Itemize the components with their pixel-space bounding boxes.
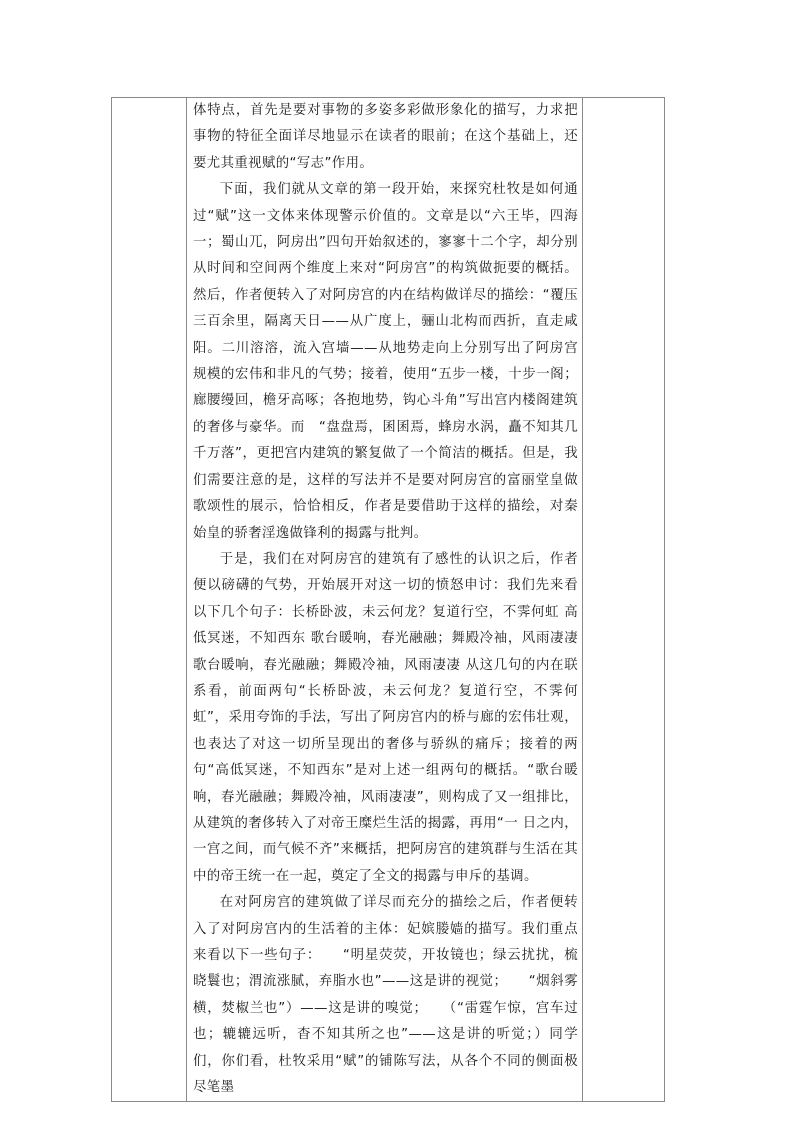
paragraph-1: 体特点，首先是要对事物的多姿多彩做形象化的描写，力求把事物的特征全面详尽地显示在读者的眼前；在这个基础上，还要尤其重视赋的“写志”作用。 (193, 103, 578, 171)
left-column-cell (112, 98, 187, 1102)
document-table (111, 97, 665, 1102)
right-column-cell (583, 98, 665, 1102)
essay-text-cell (187, 98, 583, 1102)
paragraph-2: 下面，我们就从文章的第一段开始，来探究杜牧是如何通过“赋”这一文体来体现警示价值的。文章是以“六王毕，四海一；蜀山兀，阿房出”四句开始叙述的，寥寥十二个字，却分别从时间和空间两个维度上来对“阿房宫”的构筑做扼要的概括。然后，作者便转入了对阿房宫的内在结构做详尽的描绘：“覆压三百余里，隔离天日——从广度上，骊山北构而西折，直走咸阳。二川溶溶，流入宫墙——从地势走向上分别写出了阿房宫规模的宏伟和非凡的气势；接着，使用“五步一楼，十步一阁；廊腰缦回，檐牙高啄；各抱地势，钩心斗角”写出宫内楼阁建筑的奢侈与豪华。而 “盘盘焉，囷囷焉，蜂房水涡，矗不知其几千万落”，更把宫内建筑的繁复做了一个简洁的概括。但是，我们需要注意的是，这样的写法并不是要对阿房宫的富丽堂皇做歌颂性的展示，恰恰相反，作者是要借助于这样的描绘，对秦始皇的骄奢淫逸做锋利的揭露与批判。 (193, 182, 578, 541)
paragraph-4: 在对阿房宫的建筑做了详尽而充分的描绘之后，作者便转入了对阿房宫内的生活着的主体：妃嫔媵嫱的描写。我们重点来看以下一些句子： “明星荧荧，开妆镜也；绿云扰扰，梳晓鬟也；渭流涨腻，弃脂水也”——这是讲的视觉； “烟斜雾横，焚椒兰也”）——这是讲的嗅觉； （“雷霆乍惊，宫车过也；辘辘远听，杳不知其所之也”——这是讲的听觉；）同学们，你们看，杜牧采用“赋”的铺陈写法，从各个不同的侧面极尽笔墨 (193, 895, 578, 1096)
table-row (112, 98, 665, 1102)
paragraph-3: 于是，我们在对阿房宫的建筑有了感性的认识之后，作者便以磅礴的气势，开始展开对这一切的愤怒申讨：我们先来看以下几个句子：长桥卧波，未云何龙？复道行空，不霁何虹 高低冥迷，不知西东 歌台暖响，春光融融；舞殿冷袖，风雨凄凄歌台暖响，春光融融；舞殿冷袖，风雨凄凄 从这几句的内在联系看，前面两句“长桥卧波，未云何龙？复道行空，不霁何虹”，采用夸饰的手法，写出了阿房宫内的桥与廊的宏伟壮观，也表达了对这一切所呈现出的奢侈与骄纵的痛斥；接着的两句“高低冥迷，不知西东”是对上述一组两句的概括。“歌台暖响，春光融融；舞殿冷袖，风雨凄凄”，则构成了又一组排比，从建筑的奢侈转入了对帝王糜烂生活的揭露，再用“一 日之内，一宫之间，而气候不齐”来概括，把阿房宫的建筑群与生活在其中的帝王统一在一起，奠定了全文的揭露与申斥的基调。 (193, 551, 578, 884)
